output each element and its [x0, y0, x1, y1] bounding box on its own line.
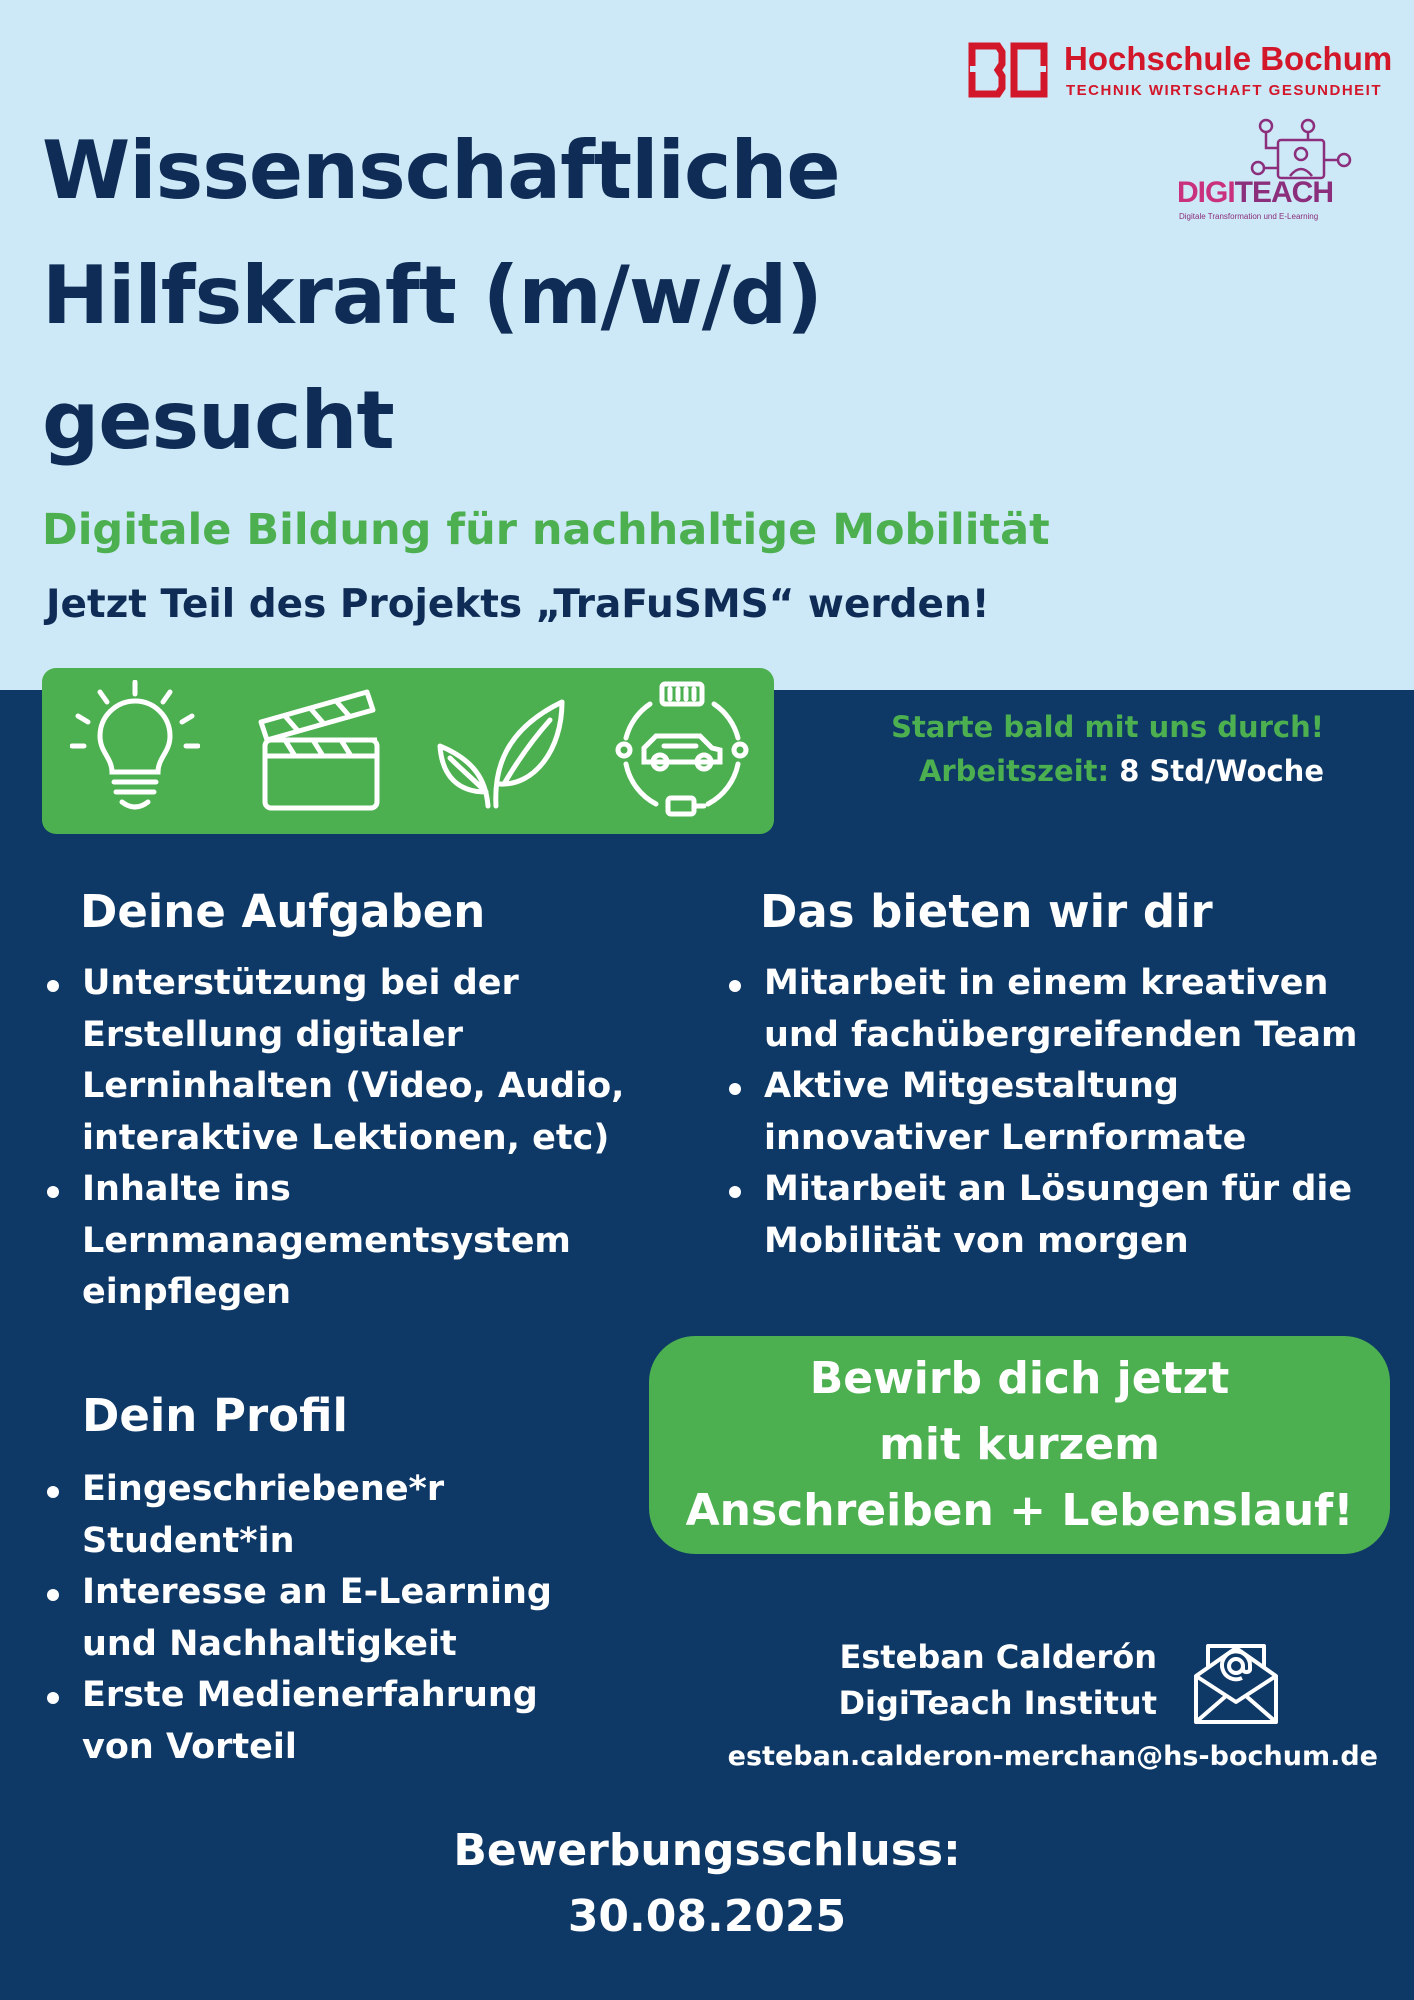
hs-name: Hochschule Bochum: [1064, 40, 1393, 77]
digiteach-logo: [1175, 118, 1375, 228]
clapperboard-icon: [255, 680, 385, 820]
contact-email[interactable]: esteban.calderon-merchan@hs-bochum.de: [727, 1741, 1378, 1772]
contact-institute: DigiTeach Institut: [838, 1684, 1157, 1722]
angebot-title: Das bieten wir dir: [760, 885, 1213, 938]
page-title: Wissenschaftliche Hilfskraft (m/w/d) gesucht: [42, 124, 840, 467]
profil-list: [42, 1464, 602, 1773]
angebot-list: [724, 958, 1399, 1267]
hs-tagline: TECHNIK WIRTSCHAFT GESUNDHEIT: [1066, 82, 1382, 99]
digiteach-subtitle: Digitale Transformation und E-Learning: [1179, 212, 1319, 221]
sustainable-mobility-icon: [612, 680, 752, 820]
icon-bar: [42, 668, 774, 834]
aufgaben-title: Deine Aufgaben: [80, 885, 486, 938]
email-icon: [1192, 1642, 1280, 1726]
hochschule-bochum-logo: [968, 38, 1393, 103]
deadline-date: 30.08.2025: [567, 1891, 847, 1942]
profil-title: Dein Profil: [82, 1389, 348, 1442]
contact-name: Esteban Calderón: [839, 1638, 1157, 1676]
application-deadline: [0, 1818, 1414, 1950]
lightbulb-icon: [70, 680, 200, 820]
leaf-icon: [434, 680, 574, 820]
apply-now-banner: [649, 1336, 1390, 1554]
list-item: Eingeschriebene*r Student*in: [42, 1464, 602, 1567]
list-item: Inhalte ins Lernmanagementsystem einpflegen: [42, 1164, 662, 1319]
list-item: Mitarbeit in einem kreativen und fachübergreifenden Team: [724, 958, 1399, 1061]
apply-now-text: Bewirb dich jetzt mit kurzem Anschreiben + Lebenslauf!: [685, 1353, 1354, 1536]
list-item: Erste Medienerfahrung von Vorteil: [42, 1670, 602, 1773]
worktime-label: Arbeitszeit:: [918, 754, 1110, 788]
list-item: Mitarbeit an Lösungen für die Mobilität von morgen: [724, 1164, 1399, 1267]
subheadline: Digitale Bildung für nachhaltige Mobilität: [42, 505, 1050, 555]
list-item: Interesse an E-Learning und Nachhaltigkeit: [42, 1567, 602, 1670]
start-line: Starte bald mit uns durch!: [891, 710, 1324, 744]
worktime-value: 8 Std/Woche: [1119, 754, 1324, 788]
list-item: Unterstützung bei der Erstellung digitaler Lerninhalten (Video, Audio, interaktive Lektionen, etc): [42, 958, 662, 1164]
list-item: Aktive Mitgestaltung innovativer Lernformate: [724, 1061, 1399, 1164]
digiteach-wordmark: DIGITEACH: [1177, 176, 1334, 209]
start-info: [891, 705, 1324, 793]
deadline-label: Bewerbungsschluss:: [453, 1825, 961, 1876]
bo-logo-icon: [968, 42, 1048, 98]
aufgaben-list: [42, 958, 662, 1319]
project-tagline: Jetzt Teil des Projekts „TraFuSMS“ werden!: [46, 582, 990, 627]
